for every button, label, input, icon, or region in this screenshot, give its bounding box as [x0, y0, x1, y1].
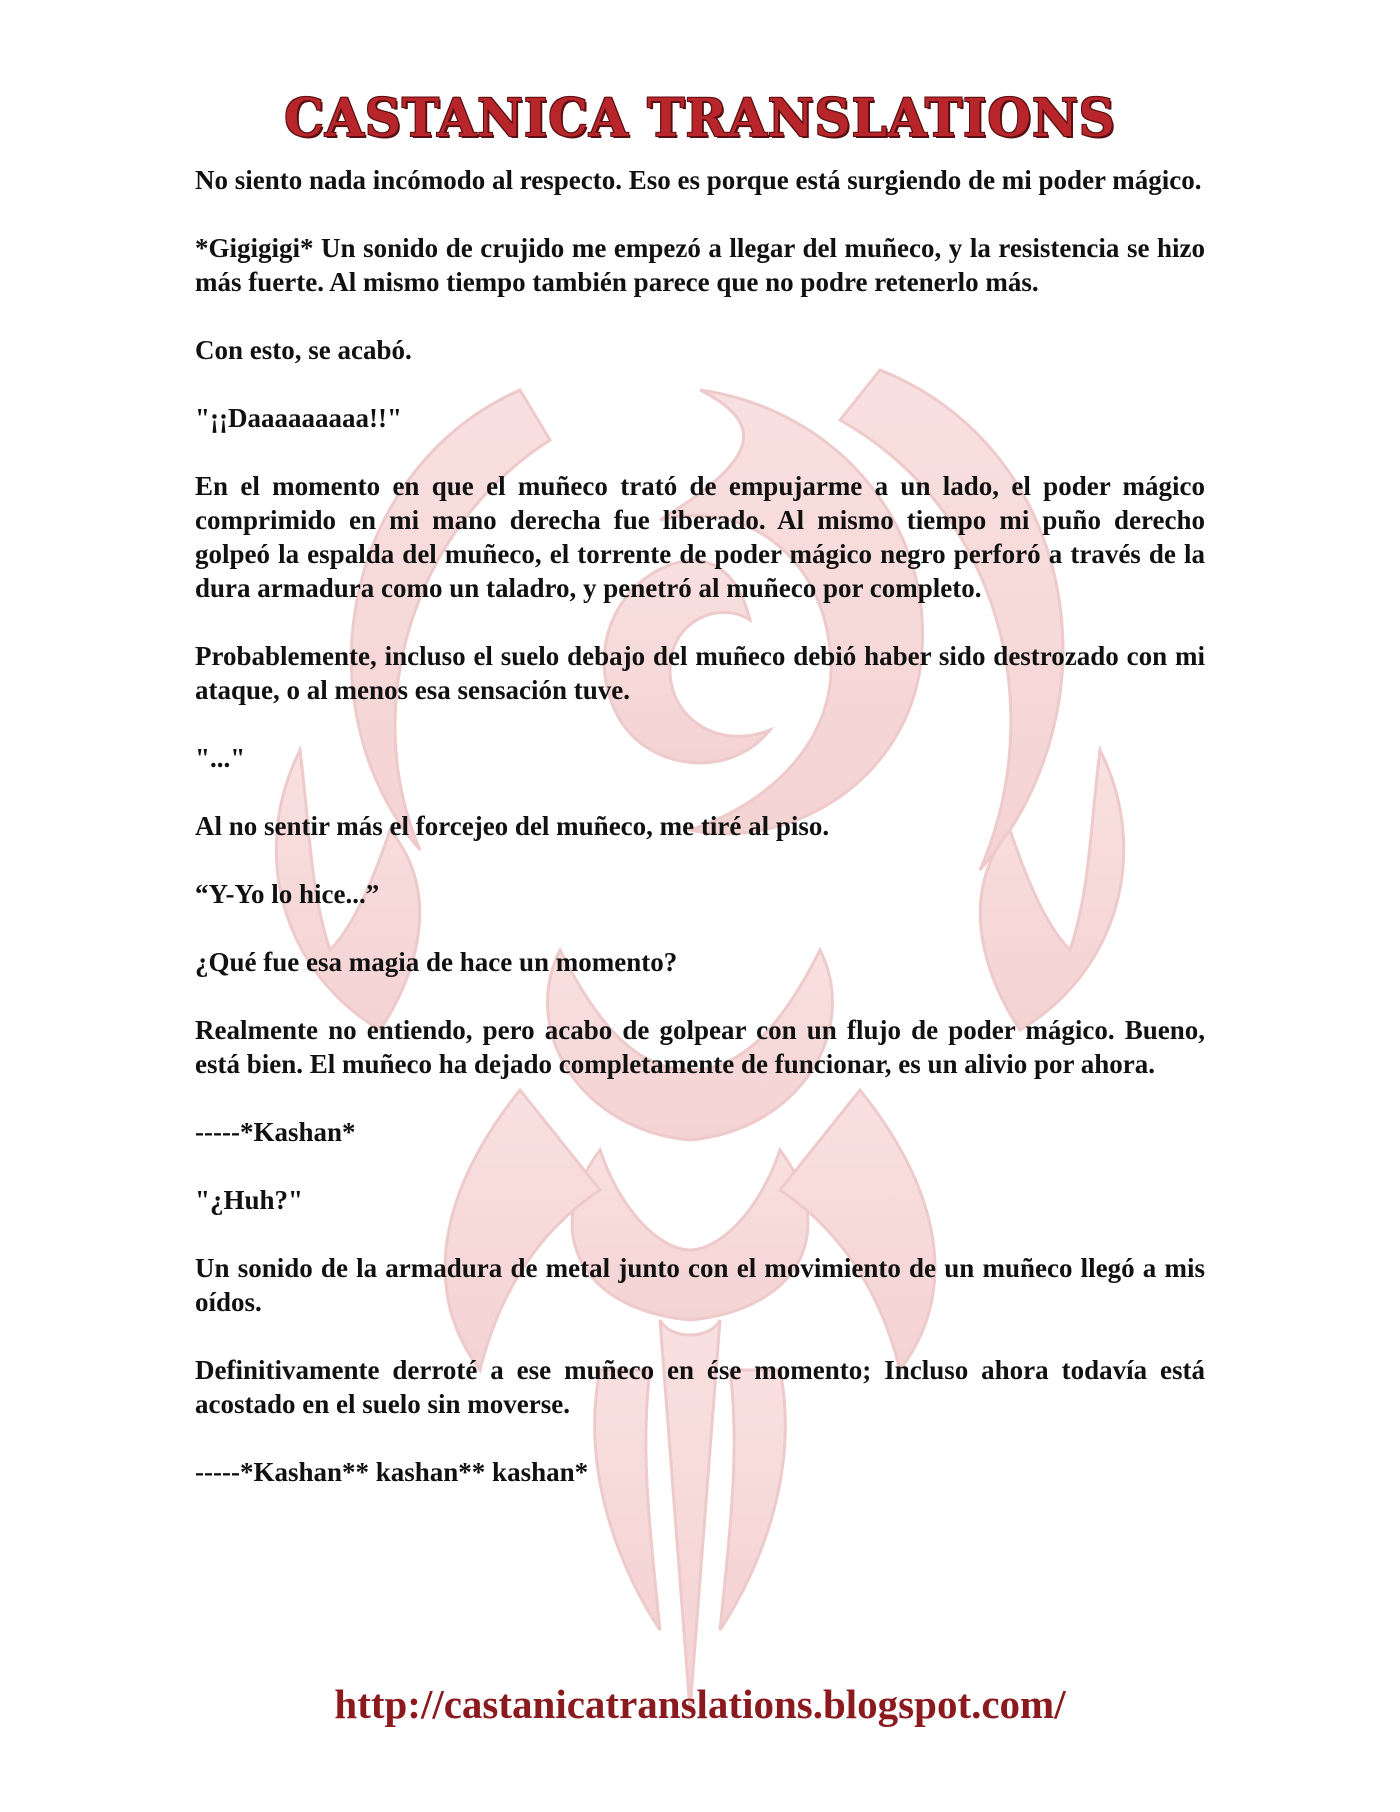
paragraph: En el momento en que el muñeco trató de empujarme a un lado, el poder mágico comprimido en mi mano derecha fue liberado. Al mismo tiempo mi puño derecho golpeó la espalda del muñeco, el torrente de poder mágico negro perforó a través de la dura armadura como un taladro, y penetró al muñeco por completo.: [195, 471, 1205, 603]
paragraph: "...": [195, 743, 246, 773]
paragraph: *Gigigigi* Un sonido de crujido me empezó a llegar del muñeco, y la resistencia se hizo más fuerte. Al mismo tiempo también parece que no podre retenerlo más.: [195, 233, 1205, 297]
paragraph: Al no sentir más el forcejeo del muñeco, me tiré al piso.: [195, 811, 830, 841]
paragraph: -----*Kashan*: [195, 1117, 356, 1147]
paragraph: Realmente no entiendo, pero acabo de golpear con un flujo de poder mágico. Bueno, está bien. El muñeco ha dejado completamente de funcionar, es un alivio por ahora.: [195, 1015, 1205, 1079]
paragraph: Probablemente, incluso el suelo debajo del muñeco debió haber sido destrozado con mi ataque, o al menos esa sensación tuve.: [195, 641, 1205, 705]
blog-url-link[interactable]: http://castanicatranslations.blogspot.com/: [334, 1681, 1066, 1727]
paragraph: Con esto, se acabó.: [195, 335, 412, 365]
document-body: [195, 163, 1205, 1523]
page-footer: [0, 1680, 1400, 1728]
paragraph: Definitivamente derroté a ese muñeco en ése momento; Incluso ahora todavía está acostado en el suelo sin moverse.: [195, 1355, 1205, 1419]
site-title: CASTANICA TRANSLATIONS: [284, 86, 1116, 149]
paragraph: "¿Huh?": [195, 1185, 304, 1215]
paragraph: ¿Qué fue esa magia de hace un momento?: [195, 947, 678, 977]
paragraph: “Y-Yo lo hice...”: [195, 879, 380, 909]
paragraph: "¡¡Daaaaaaaaa!!": [195, 403, 402, 433]
page-header: [0, 88, 1400, 147]
paragraph: Un sonido de la armadura de metal junto con el movimiento de un muñeco llegó a mis oídos.: [195, 1253, 1205, 1317]
paragraph: No siento nada incómodo al respecto. Eso es porque está surgiendo de mi poder mágico.: [195, 165, 1202, 195]
paragraph: -----*Kashan** kashan** kashan*: [195, 1457, 589, 1487]
